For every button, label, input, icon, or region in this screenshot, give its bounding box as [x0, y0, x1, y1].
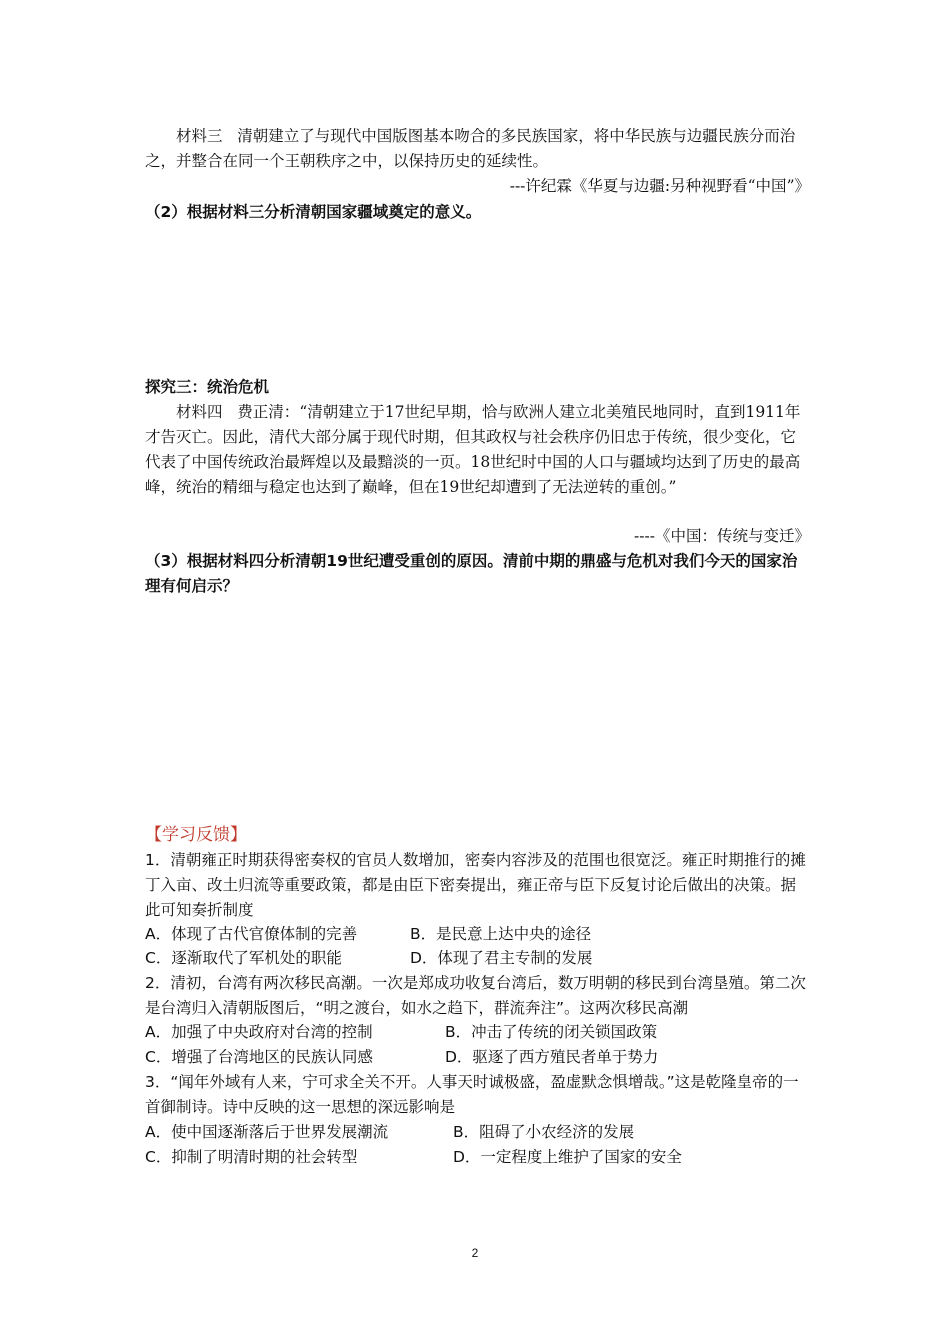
mcq-2-option-c: C．增强了台湾地区的民族认同感 — [145, 1048, 373, 1066]
feedback-title: 【学习反馈】 — [145, 825, 247, 845]
page-number: 2 — [471, 1246, 479, 1260]
material3-paragraph — [145, 124, 810, 174]
material4-paragraph — [145, 400, 810, 500]
mcq-1-options-row-1 — [145, 922, 810, 947]
mcq-1-option-a: A．体现了古代官僚体制的完善 — [145, 925, 358, 943]
material4-source: ----《中国：传统与变迁》 — [634, 527, 810, 545]
mcq-2-option-a: A．加强了中央政府对台湾的控制 — [145, 1023, 373, 1041]
mcq-1-option-c: C．逐渐取代了军机处的职能 — [145, 949, 342, 967]
mcq-2-options-row-2 — [145, 1045, 810, 1070]
material3-text: 清朝建立了与现代中国版图基本吻合的多民族国家，将中华民族与边疆民族分而治之，并整合在同一个王朝秩序之中，以保持历史的延续性。 — [145, 127, 796, 170]
mcq-2-option-b: B．冲击了传统的闭关锁国政策 — [445, 1023, 658, 1041]
mcq-2-option-d: D．驱逐了西方殖民者单于势力 — [445, 1048, 659, 1066]
question-3: （3）根据材料四分析清朝19世纪遭受重创的原因。清前中期的鼎盛与危机对我们今天的国家治理有何启示？ — [145, 552, 798, 595]
mcq-3-options-row-1 — [145, 1120, 810, 1145]
section3-title: 探究三：统治危机 — [145, 378, 270, 396]
mcq-1-stem: 1．清朝雍正时期获得密奏权的官员人数增加，密奏内容涉及的范围也很宽泛。雍正时期推行的摊丁入亩、改土归流等重要政策，都是由臣下密奏提出，雍正帝与臣下反复讨论后做出的决策。据此可知奏折制度 — [145, 851, 806, 919]
mcq-3-stem: 3．“闻年外域有人来，宁可求全关不开。人事天时诚极盛，盈虚默念惧增哉。”这是乾隆皇帝的一首御制诗。诗中反映的这一思想的深远影响是 — [145, 1073, 799, 1116]
material4-label: 材料四 — [176, 403, 223, 421]
mcq-2-stem: 2．清初，台湾有两次移民高潮。一次是郑成功收复台湾后，数万明朝的移民到台湾垦殖。第二次是台湾归入清朝版图后，“明之渡台，如水之趋下，群流奔注”。这两次移民高潮 — [145, 974, 806, 1017]
material3-source: ---许纪霖《华夏与边疆:另种视野看“中国”》 — [509, 177, 810, 195]
mcq-3-option-b: B．阻碍了小农经济的发展 — [453, 1123, 635, 1141]
material4-author: 费正清： — [237, 403, 300, 421]
material4-text: “清朝建立于17世纪早期，恰与欧洲人建立北美殖民地同时，直到1911年才告灭亡。因此，清代大部分属于现代时期，但其政权与社会秩序仍旧忠于传统，很少变化，它代表了中国传统政治最辉煌以及最黯淡的一页。18世纪时中国的人口与疆域均达到了历史的最高峰，统治的精细与稳定也达到了巅峰，但在19世纪却遭到了无法逆转的重创。” — [145, 403, 801, 496]
mcq-3-option-d: D．一定程度上维护了国家的安全 — [453, 1148, 682, 1166]
mcq-2-options-row-1 — [145, 1020, 810, 1045]
mcq-3-option-c: C．抑制了明清时期的社会转型 — [145, 1148, 358, 1166]
mcq-1-options-row-2 — [145, 946, 810, 971]
mcq-3-options-row-2 — [145, 1145, 810, 1170]
material3-label: 材料三 — [176, 127, 223, 145]
question-2: （2）根据材料三分析清朝国家疆域奠定的意义。 — [145, 203, 482, 221]
mcq-3-option-a: A．使中国逐渐落后于世界发展潮流 — [145, 1123, 389, 1141]
mcq-1-option-b: B．是民意上达中央的途径 — [410, 925, 592, 943]
mcq-1-option-d: D．体现了君主专制的发展 — [410, 949, 593, 967]
